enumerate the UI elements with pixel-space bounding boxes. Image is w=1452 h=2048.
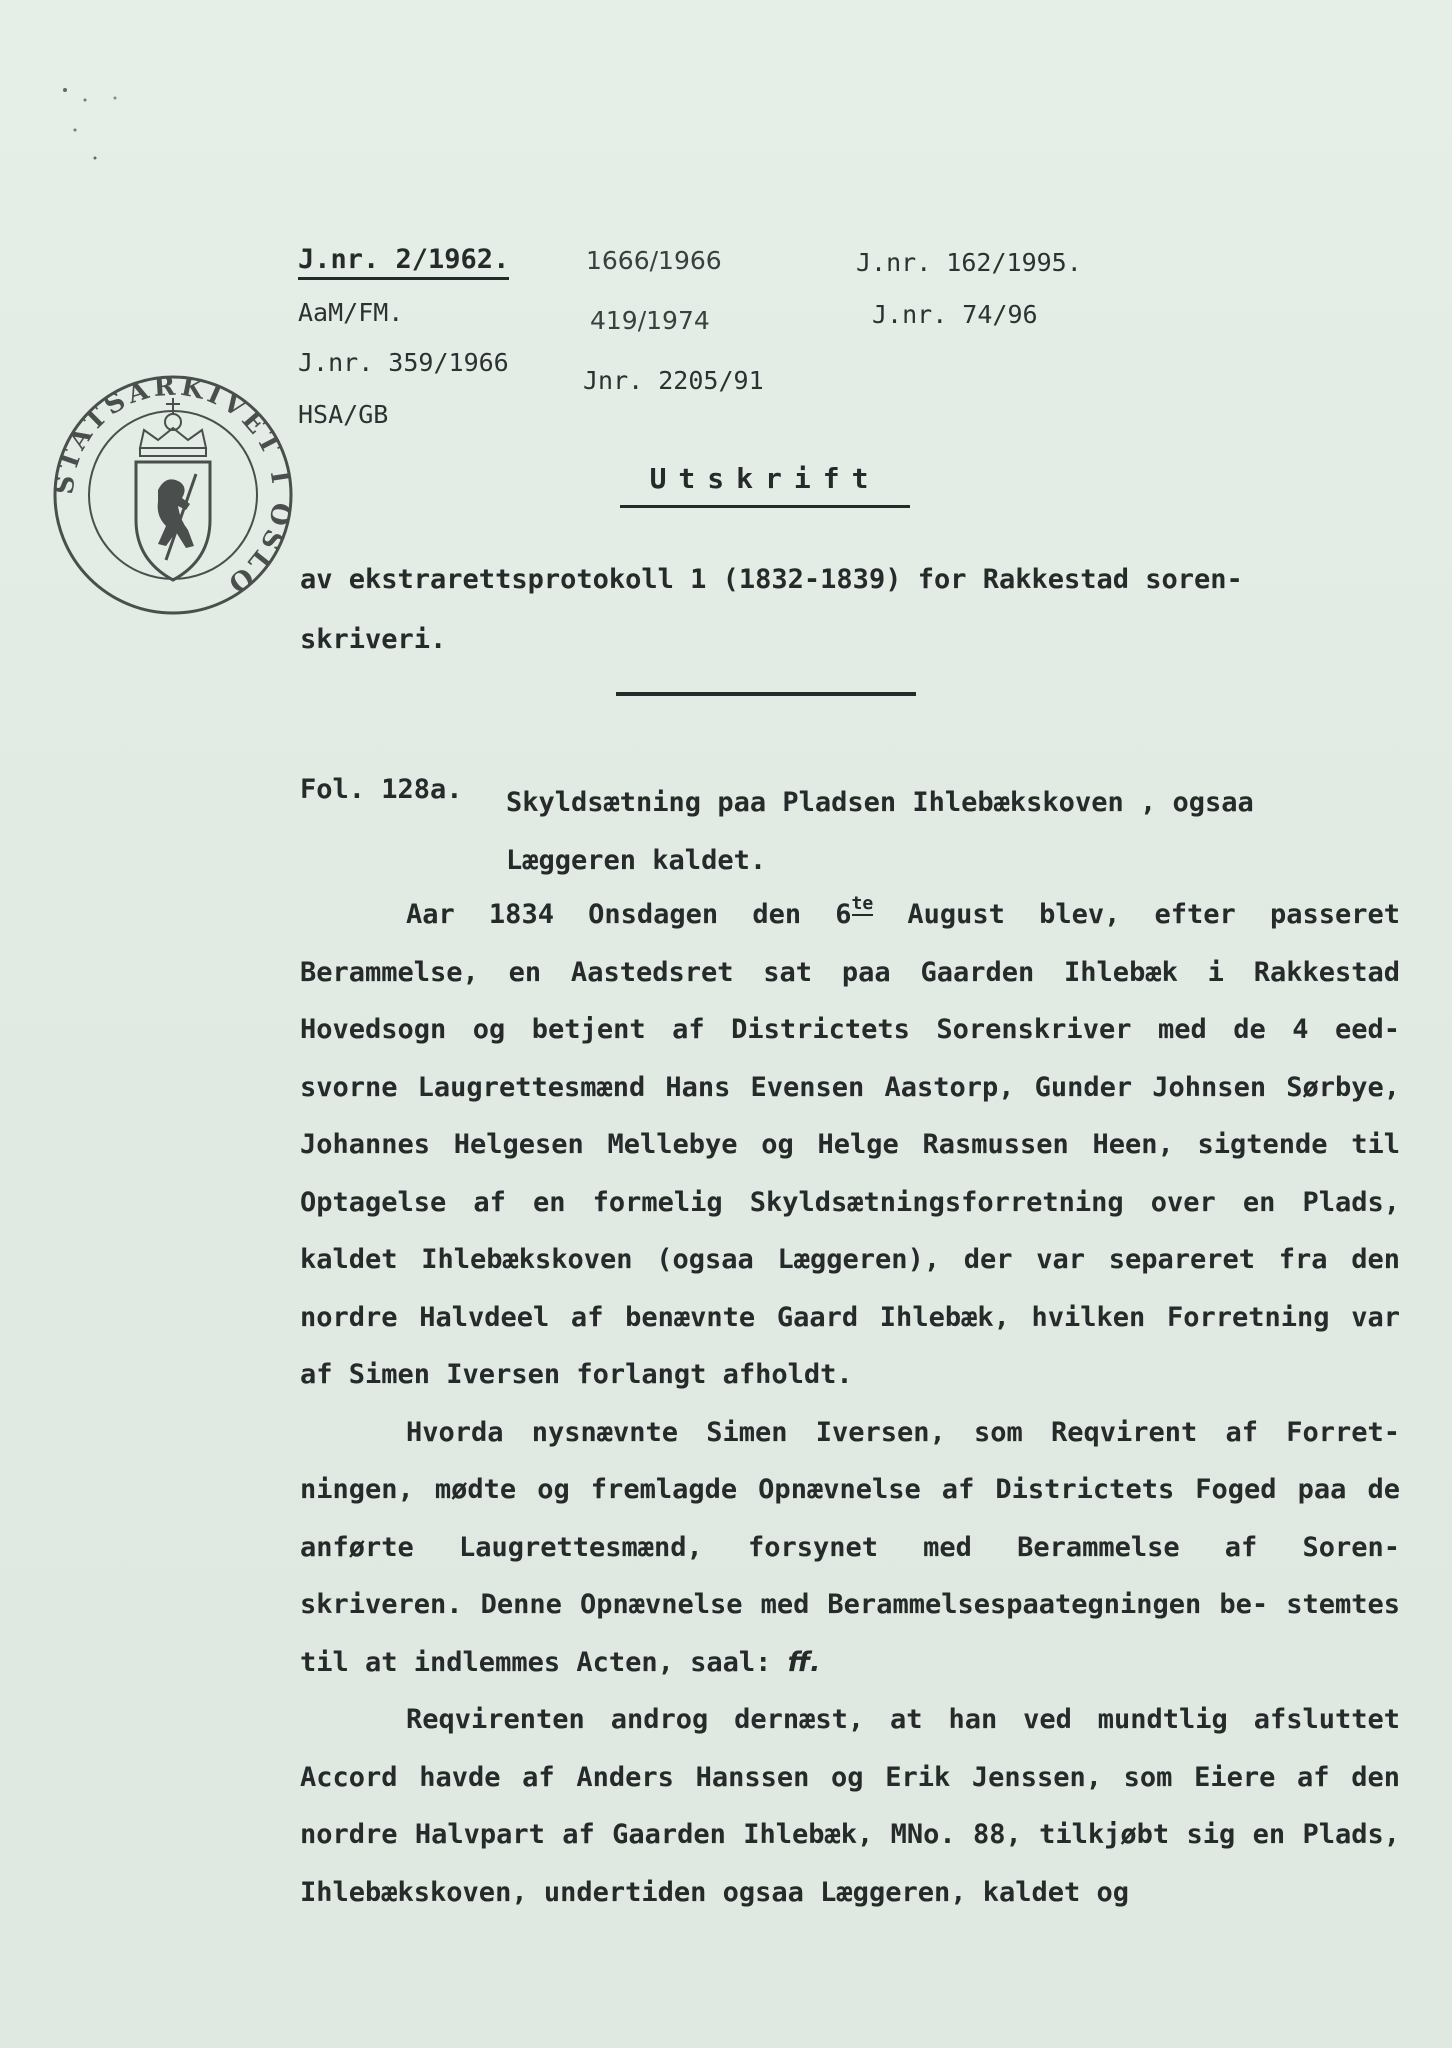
folio-number: Fol. 128a. — [300, 774, 463, 805]
stamp-text: STATSARKIVET I OSLO — [49, 371, 297, 601]
document-subtitle: av ekstrarettsprotokoll 1 (1832-1839) for Rakkestad soren- skriveri. — [300, 564, 1243, 655]
paragraph-2 — [300, 1404, 1400, 1692]
paragraph-1-start: Aar 1834 Onsdagen den 6 — [406, 899, 852, 930]
entry-title: Skyldsætning paa Pladsen Ihlebækskoven , ogsaa Læggeren kaldet. — [506, 787, 1254, 876]
ref-jnr-1966: J.nr. 359/1966 — [298, 348, 509, 377]
paragraph-1-rest: August blev, efter passeret Berammelse, en Aastedsret sat paa Gaarden Ihlebæk i Rakkestad Hovedsogn og betjent af Districtets Sorenskriver med de 4 eed- svorne Laugrettesmænd Hans Evensen Aastorp, Gunder Johnsen Sørbye, Johannes Helgesen Mellebye og Helge Rasmussen Heen, sigtende til Optagelse af en formelig Skyldsætningsforretning over en Plads, kaldet Ihlebækskoven (ogsaa Læggeren), der var separeret fra den nordre Halvdeel af benævnte Gaard Ihlebæk, hvilken Forretning var af Simen Iversen forlangt afholdt. — [300, 899, 1400, 1390]
paper-specks — [55, 40, 125, 170]
paragraph-2-text: Hvorda nysnævnte Simen Iversen, som Reqvirent af Forret- ningen, mødte og fremlagde Opnævnelse af Districtets Foged paa de anførte Laugrettesmænd, forsynet med Berammelse af Soren- skriveren. Denne Opnævnelse med Berammelsespaategningen be- stemtes til at indlemmes Acten, saal: — [300, 1416, 1400, 1678]
ref-aam: AaM/FM. — [298, 298, 404, 327]
paragraph-3: Reqvirenten androg dernæst, at han ved mundtlig afsluttet Accord havde af Anders Hanssen og Erik Jenssen, som Eiere af den nordre Halvpart af Gaarden Ihlebæk, MNo. 88, tilkjøbt sig en Plads, Ihlebækskoven, undertiden ogsaa Læggeren, kaldet og — [300, 1704, 1400, 1908]
ref-jnr-2205-91: Jnr. 2205/91 — [583, 366, 764, 395]
ref-jnr-162-1995: J.nr. 162/1995. — [856, 248, 1082, 277]
ref-419-1974: 419/1974 — [590, 306, 710, 335]
ref-1666-1966: 1666/1966 — [586, 246, 722, 275]
document-heading: Utskrift — [620, 462, 910, 508]
ordinal-suffix: te — [851, 893, 874, 914]
handwritten-mark: ff. — [787, 1646, 821, 1678]
ref-jnr-74-96: J.nr. 74/96 — [872, 300, 1038, 329]
shield-lion-icon — [136, 462, 210, 580]
ref-hsa: HSA/GB — [298, 400, 389, 429]
ref-jnr-1962: J.nr. 2/1962. — [298, 244, 509, 280]
archive-stamp — [48, 370, 298, 620]
document-body — [300, 886, 1400, 1921]
crown-icon — [140, 398, 206, 456]
section-divider — [616, 692, 916, 696]
paragraph-1 — [300, 886, 1400, 1404]
